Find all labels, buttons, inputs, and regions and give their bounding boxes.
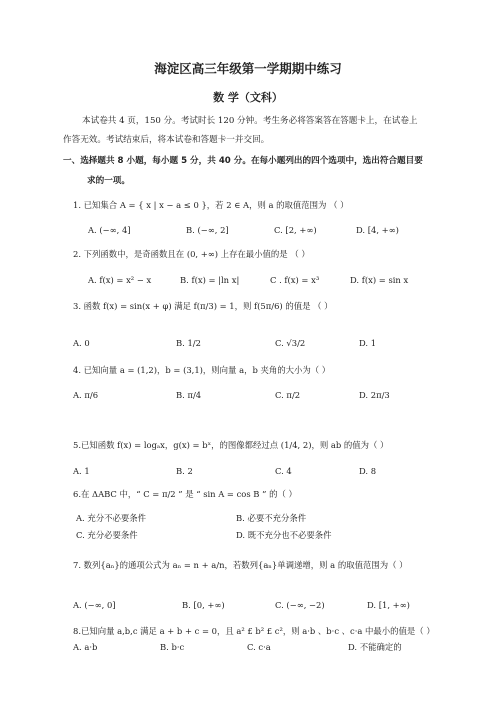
question-2-option-c: C . f(x) = x³ (270, 275, 320, 285)
question-3-option-c: C. √3/2 (275, 338, 306, 348)
question-4-option-d: D. 2π/3 (359, 390, 390, 400)
question-3-option-a: A. 0 (73, 338, 90, 348)
question-1-option-a: A. (−∞, 4] (88, 225, 131, 235)
question-6-option-a: A. 充分不必要条件 (76, 513, 146, 523)
question-5-stem: 5.已知函数 f(x) = logₐx，g(x) = bˣ，的图像都经过点 (1/4, 2)，则 ab 的值为（ ） (73, 440, 389, 450)
question-1-option-d: D. [4, +∞) (356, 225, 399, 235)
question-6-option-b: B. 必要不充分条件 (236, 513, 307, 523)
section-heading-line-2: 求的一项。 (87, 176, 130, 186)
question-6-option-c: C. 充分必要条件 (76, 530, 138, 540)
question-3-stem: 3. 函数 f(x) = sin(x + φ) 满足 f(π/3) = 1，则 f(5π/6) 的值是 （ ） (73, 301, 333, 311)
section-heading-line-1: 一、选择题共 8 小题，每小题 5 分，共 40 分。在每小题列出的四个选项中，选出符合题目要 (63, 156, 423, 166)
question-8-option-b: B. b·c (160, 642, 185, 652)
intro-line-1: 本试卷共 4 页，150 分。考试时长 120 分钟。考生务必将答案答在答题卡上，在试卷上 (82, 116, 418, 126)
question-3-option-d: D. 1 (359, 338, 377, 348)
question-6-stem: 6.在 ΔABC 中，“ C = π/2 ” 是 “ sin A = cos B ” 的（ ） (73, 489, 297, 499)
question-7-option-d: D. [1, +∞) (367, 600, 410, 610)
question-8-option-c: C. c·a (247, 642, 271, 652)
page-title: 海淀区高三年级第一学期期中练习 (154, 61, 342, 76)
question-7-option-c: C. (−∞, −2) (275, 600, 325, 610)
intro-line-2: 作答无效。考试结束后，将本试卷和答题卡一并交回。 (63, 135, 270, 145)
question-4-option-b: B. π/4 (176, 390, 202, 400)
question-4-stem: 4. 已知向量 a = (1,2)，b = (3,1)，则向量 a，b 夹角的大小为（ ） (73, 365, 331, 375)
question-2-option-a: A. f(x) = x² − x (88, 275, 152, 285)
question-5-option-c: C. 4 (275, 466, 292, 476)
question-2-option-b: B. f(x) = |ln x| (180, 275, 240, 285)
question-1-stem: 1. 已知集合 A = { x | x − a ≤ 0 }，若 2 ∈ A，则 a 的取值范围为 （ ） (73, 200, 349, 210)
question-6-option-d: D. 既不充分也不必要条件 (236, 530, 332, 540)
question-7-option-b: B. [0, +∞) (182, 600, 225, 610)
question-1-option-b: B. (−∞, 2] (186, 225, 229, 235)
question-5-option-a: A. 1 (73, 466, 90, 476)
question-8-option-a: A. a·b (73, 642, 98, 652)
question-5-option-d: D. 8 (359, 466, 377, 476)
question-7-option-a: A. (−∞, 0] (73, 600, 116, 610)
page-subtitle: 数 学（文科） (213, 91, 283, 104)
question-5-option-b: B. 2 (176, 466, 193, 476)
question-3-option-b: B. 1/2 (176, 338, 201, 348)
question-8-stem: 8.已知向量 a,b,c 满足 a + b + c = 0，且 a² £ b² £ c²，则 a·b 、b·c 、c·a 中最小的值是（ ） (73, 626, 435, 636)
question-8-option-d: D. 不能确定的 (348, 642, 402, 652)
question-2-option-d: D. f(x) = sin x (350, 275, 409, 285)
question-7-stem: 7. 数列{aₙ}的通项公式为 aₙ = n + a/n，若数列{aₙ}单调递增，则 a 的取值范围为（ ） (73, 560, 408, 570)
question-4-option-a: A. π/6 (73, 390, 99, 400)
question-1-option-c: C. [2, +∞) (274, 225, 317, 235)
question-4-option-c: C. π/2 (275, 390, 301, 400)
question-2-stem: 2. 下列函数中，是奇函数且在 (0, +∞) 上存在最小值的是 （ ） (73, 249, 310, 259)
